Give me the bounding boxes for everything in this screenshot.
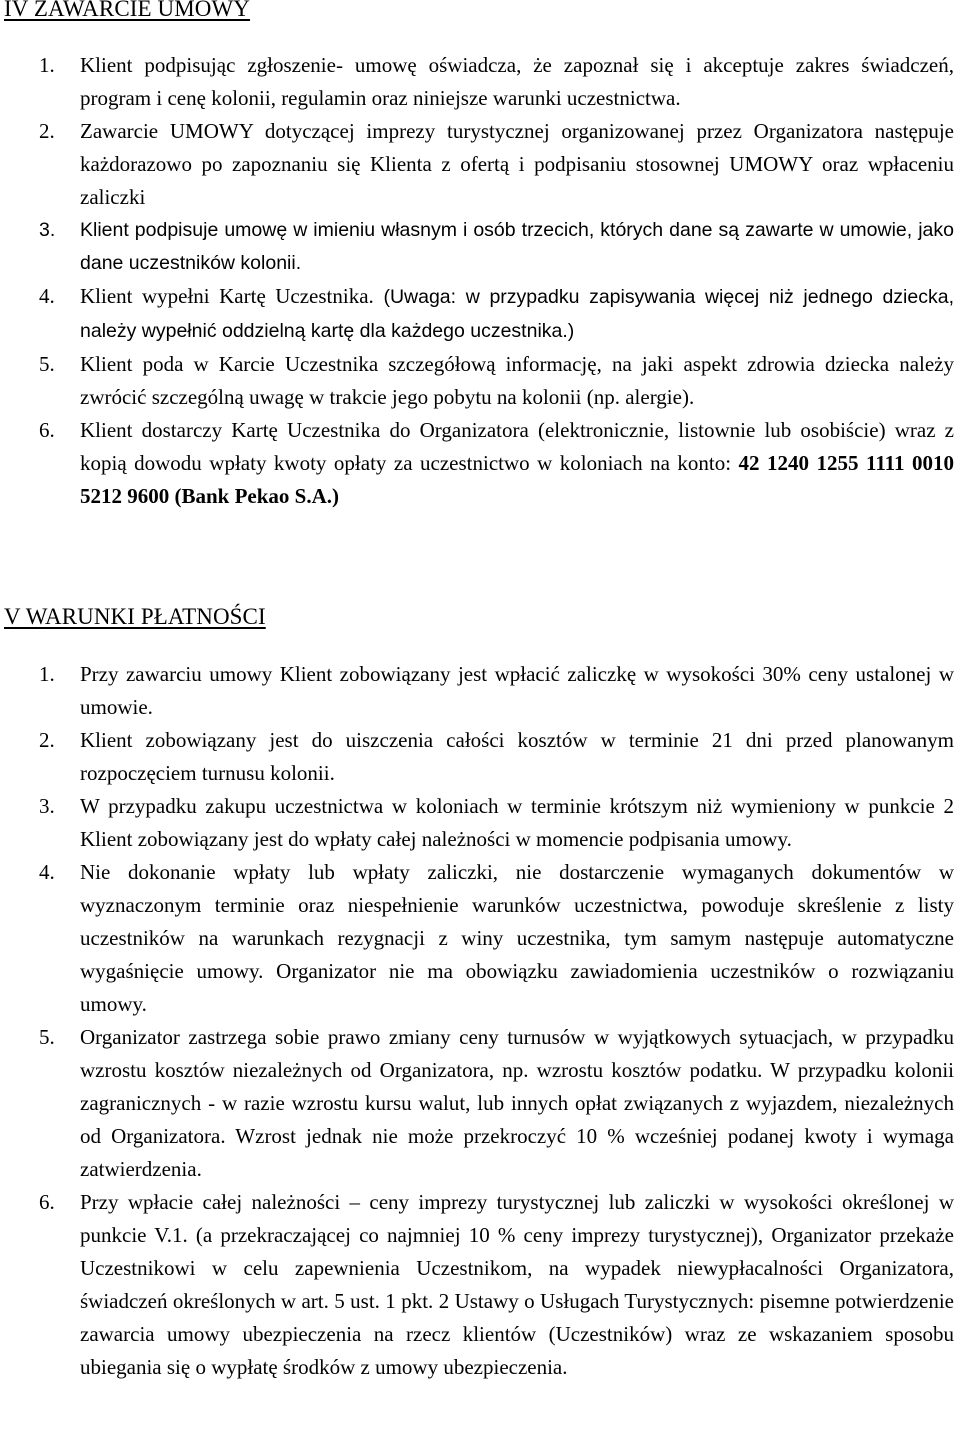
item-number: 4. xyxy=(39,860,55,884)
item-number: 5. xyxy=(39,352,55,376)
item-number: 2. xyxy=(39,119,55,143)
item-number: 6. xyxy=(39,418,55,442)
section-v-heading: V WARUNKI PŁATNOŚCI xyxy=(4,604,266,629)
list-item xyxy=(0,115,960,214)
section-v-list xyxy=(0,658,960,1384)
item-text: Organizator zastrzega sobie prawo zmiany ceny turnusów w wyjątkowych sytuacjach, w przypadku wzrostu kosztów niezależnych od Organizatora, np. wzrostu kosztów podatku. W przypadku kolonii zagranicznych - w razie wzrostu kursu walut, lub innych opłat związanych z wyjazdem, niezależnych od Organizatora. Wzrost jednak nie może przekroczyć 10 % wcześniej podanej kwoty i wymaga zatwierdzenia. xyxy=(80,1025,954,1181)
list-item xyxy=(0,856,960,1021)
list-item xyxy=(0,280,960,348)
item-text: Klient dostarczy Kartę Uczestnika do Organizatora (elektronicznie, listownie lub osobiście) wraz z kopią dowodu wpłaty kwoty opłaty za uczestnictwo w koloniach na konto: xyxy=(80,418,954,475)
item-number: 1. xyxy=(39,662,55,686)
list-item xyxy=(0,1021,960,1186)
item-number: 3. xyxy=(39,794,55,818)
item-number: 1. xyxy=(39,53,55,77)
list-item xyxy=(0,348,960,414)
list-item xyxy=(0,724,960,790)
list-item xyxy=(0,790,960,856)
item-text: Klient podpisując zgłoszenie- umowę oświadcza, że zapoznał się i akceptuje zakres świadczeń, program i cenę kolonii, regulamin oraz niniejsze warunki uczestnictwa. xyxy=(80,53,954,110)
section-iv-list xyxy=(0,49,960,513)
list-item xyxy=(0,658,960,724)
list-item xyxy=(0,414,960,513)
item-text: Klient wypełni Kartę Uczestnika. xyxy=(80,284,374,308)
item-text: Klient zobowiązany jest do uiszczenia całości kosztów w terminie 21 dni przed planowanym rozpoczęciem turnusu kolonii. xyxy=(80,728,954,785)
list-item xyxy=(0,214,960,280)
item-number: 6. xyxy=(39,1190,55,1214)
item-text: Klient poda w Karcie Uczestnika szczegółową informację, na jaki aspekt zdrowia dziecka należy zwrócić szczególną uwagę w trakcie jego pobytu na kolonii (np. alergie). xyxy=(80,352,954,409)
item-number: 4. xyxy=(39,284,55,308)
list-item xyxy=(0,49,960,115)
item-text: Przy wpłacie całej należności – ceny imprezy turystycznej lub zaliczki w wysokości określonej w punkcie V.1. (a przekraczającej co najmniej 10 % ceny imprezy turystycznej), Organizator przekaże Uczestnikowi w celu zapewnienia Uczestnikom, na wypadek niewypłacalności Organizatora, świadczeń określonych w art. 5 ust. 1 pkt. 2 Ustawy o Usługach Turystycznych: pisemne potwierdzenie zawarcia umowy ubezpieczenia na rzecz klientów (Uczestników) wraz ze wskazaniem sposobu ubiegania się o wypłatę środków z umowy ubezpieczenia. xyxy=(80,1190,954,1379)
bank-account-number: 42 1240 1255 1111 0010 5212 9600 (Bank Pekao S.A.) xyxy=(80,451,954,508)
item-number: 5. xyxy=(39,1025,55,1049)
item-text: W przypadku zakupu uczestnictwa w koloniach w terminie krótszym niż wymieniony w punkcie 2 Klient zobowiązany jest do wpłaty całej należności w momencie podpisania umowy. xyxy=(80,794,954,851)
section-iv-heading: IV ZAWARCIE UMOWY xyxy=(4,0,251,21)
list-item xyxy=(0,1186,960,1384)
item-text: Zawarcie UMOWY dotyczącej imprezy turystycznej organizowanej przez Organizatora następuje każdorazowo po zapoznaniu się Klienta z ofertą i podpisaniu stosownej UMOWY oraz wpłaceniu zaliczki xyxy=(80,119,954,209)
item-number: 2. xyxy=(39,728,55,752)
item-text: Przy zawarciu umowy Klient zobowiązany jest wpłacić zaliczkę w wysokości 30% ceny ustalonej w umowie. xyxy=(80,662,954,719)
item-number: 3. xyxy=(39,219,56,241)
item-note: (Uwaga: w przypadku zapisywania więcej niż jednego dziecka, należy wypełnić oddzielną kartę dla każdego uczestnika.) xyxy=(80,286,954,342)
item-text: Nie dokonanie wpłaty lub wpłaty zaliczki, nie dostarczenie wymaganych dokumentów w wyznaczonym terminie oraz niespełnienie warunków uczestnictwa, powoduje skreślenie z listy uczestników na warunkach rezygnacji z winy uczestnika, tym samym następuje automatyczne wygaśnięcie umowy. Organizator nie ma obowiązku zawiadomienia uczestników o rozwiązaniu umowy. xyxy=(80,860,954,1016)
item-text: Klient podpisuje umowę w imieniu własnym i osób trzecich, których dane są zawarte w umowie, jako dane uczestników kolonii. xyxy=(80,219,954,274)
